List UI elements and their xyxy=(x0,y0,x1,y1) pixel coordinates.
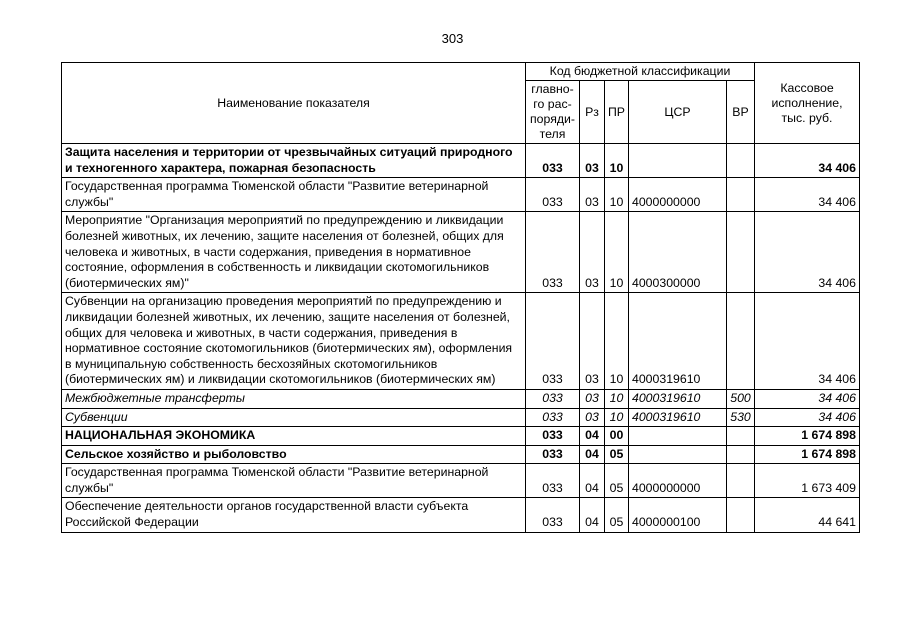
row-csr: 4000319610 xyxy=(629,408,727,427)
row-rz: 04 xyxy=(580,464,605,498)
row-amount: 34 406 xyxy=(755,144,860,178)
budget-table xyxy=(61,62,860,533)
row-pr: 10 xyxy=(605,408,629,427)
row-name: НАЦИОНАЛЬНАЯ ЭКОНОМИКА xyxy=(62,427,526,446)
row-pr: 00 xyxy=(605,427,629,446)
row-gr: 033 xyxy=(526,427,580,446)
row-name: Субвенции на организацию проведения мероприятий по предупреждению и ликвидации болезней животных, их лечению, защите населения от болезней, общих для человека и животных, в части содержания, приведения в нормативное состояние скотомогильников (биотермических ям), оформления в муниципальную собственность бесхозяйных скотомогильников (биотермических ям) и ликвидации скотомогильников (биотермических ям) xyxy=(62,293,526,390)
row-amount: 44 641 xyxy=(755,498,860,532)
row-vr: 500 xyxy=(727,389,755,408)
row-pr: 05 xyxy=(605,464,629,498)
header-vr: ВР xyxy=(727,81,755,144)
header-rz: Рз xyxy=(580,81,605,144)
row-gr: 033 xyxy=(526,498,580,532)
row-name: Сельское хозяйство и рыболовство xyxy=(62,445,526,464)
table-row xyxy=(62,464,860,498)
row-pr: 05 xyxy=(605,445,629,464)
table-row xyxy=(62,389,860,408)
header-glavnogo: главно-го рас-поряди-теля xyxy=(526,81,580,144)
row-vr xyxy=(727,464,755,498)
header-name: Наименование показателя xyxy=(62,63,526,144)
row-rz: 04 xyxy=(580,445,605,464)
row-pr: 10 xyxy=(605,178,629,212)
table-row xyxy=(62,445,860,464)
row-pr: 10 xyxy=(605,389,629,408)
table-row xyxy=(62,427,860,446)
row-csr: 4000000000 xyxy=(629,464,727,498)
row-csr: 4000319610 xyxy=(629,389,727,408)
row-pr: 10 xyxy=(605,293,629,390)
row-rz: 03 xyxy=(580,408,605,427)
row-name: Обеспечение деятельности органов государственной власти субъекта Российской Федерации xyxy=(62,498,526,532)
row-vr xyxy=(727,427,755,446)
row-amount: 1 674 898 xyxy=(755,445,860,464)
row-csr: 4000000000 xyxy=(629,178,727,212)
row-rz: 03 xyxy=(580,178,605,212)
row-rz: 03 xyxy=(580,293,605,390)
row-amount: 34 406 xyxy=(755,389,860,408)
row-rz: 03 xyxy=(580,389,605,408)
row-amount: 1 673 409 xyxy=(755,464,860,498)
page-number: 303 xyxy=(441,31,464,46)
row-name: Государственная программа Тюменской области "Развитие ветеринарной службы" xyxy=(62,178,526,212)
row-gr: 033 xyxy=(526,445,580,464)
row-csr xyxy=(629,144,727,178)
row-vr: 530 xyxy=(727,408,755,427)
table-row xyxy=(62,408,860,427)
row-amount: 34 406 xyxy=(755,178,860,212)
row-name: Государственная программа Тюменской области "Развитие ветеринарной службы" xyxy=(62,464,526,498)
row-csr: 4000000100 xyxy=(629,498,727,532)
row-gr: 033 xyxy=(526,293,580,390)
header-pr: ПР xyxy=(605,81,629,144)
row-csr xyxy=(629,427,727,446)
row-rz: 03 xyxy=(580,144,605,178)
row-gr: 033 xyxy=(526,389,580,408)
header-code-group: Код бюджетной классификации xyxy=(526,63,755,81)
row-name: Мероприятие "Организация мероприятий по предупреждению и ликвидации болезней животных, их лечению, защите населения от болезней, общих для человека и животных, в части содержания, приведения в нормативное состояние, оформления в собственность и ликвидации скотомогильников (биотермических ям)" xyxy=(62,212,526,293)
row-csr xyxy=(629,445,727,464)
row-gr: 033 xyxy=(526,408,580,427)
row-amount: 34 406 xyxy=(755,408,860,427)
row-csr: 4000300000 xyxy=(629,212,727,293)
table-row xyxy=(62,498,860,532)
row-csr: 4000319610 xyxy=(629,293,727,390)
row-gr: 033 xyxy=(526,464,580,498)
row-vr xyxy=(727,144,755,178)
row-name: Защита населения и территории от чрезвычайных ситуаций природного и техногенного характера, пожарная безопасность xyxy=(62,144,526,178)
row-rz: 03 xyxy=(580,212,605,293)
row-pr: 10 xyxy=(605,212,629,293)
row-vr xyxy=(727,178,755,212)
table-row xyxy=(62,293,860,390)
row-rz: 04 xyxy=(580,427,605,446)
row-gr: 033 xyxy=(526,144,580,178)
row-amount: 34 406 xyxy=(755,293,860,390)
row-name: Межбюджетные трансферты xyxy=(62,389,526,408)
row-vr xyxy=(727,445,755,464)
row-vr xyxy=(727,212,755,293)
table-row xyxy=(62,212,860,293)
row-vr xyxy=(727,498,755,532)
row-rz: 04 xyxy=(580,498,605,532)
table-row xyxy=(62,178,860,212)
header-amount: Кассовое исполнение, тыс. руб. xyxy=(755,63,860,144)
row-amount: 34 406 xyxy=(755,212,860,293)
row-amount: 1 674 898 xyxy=(755,427,860,446)
header-csr: ЦСР xyxy=(629,81,727,144)
row-vr xyxy=(727,293,755,390)
row-pr: 05 xyxy=(605,498,629,532)
table-row xyxy=(62,144,860,178)
row-pr: 10 xyxy=(605,144,629,178)
row-gr: 033 xyxy=(526,178,580,212)
row-gr: 033 xyxy=(526,212,580,293)
row-name: Субвенции xyxy=(62,408,526,427)
